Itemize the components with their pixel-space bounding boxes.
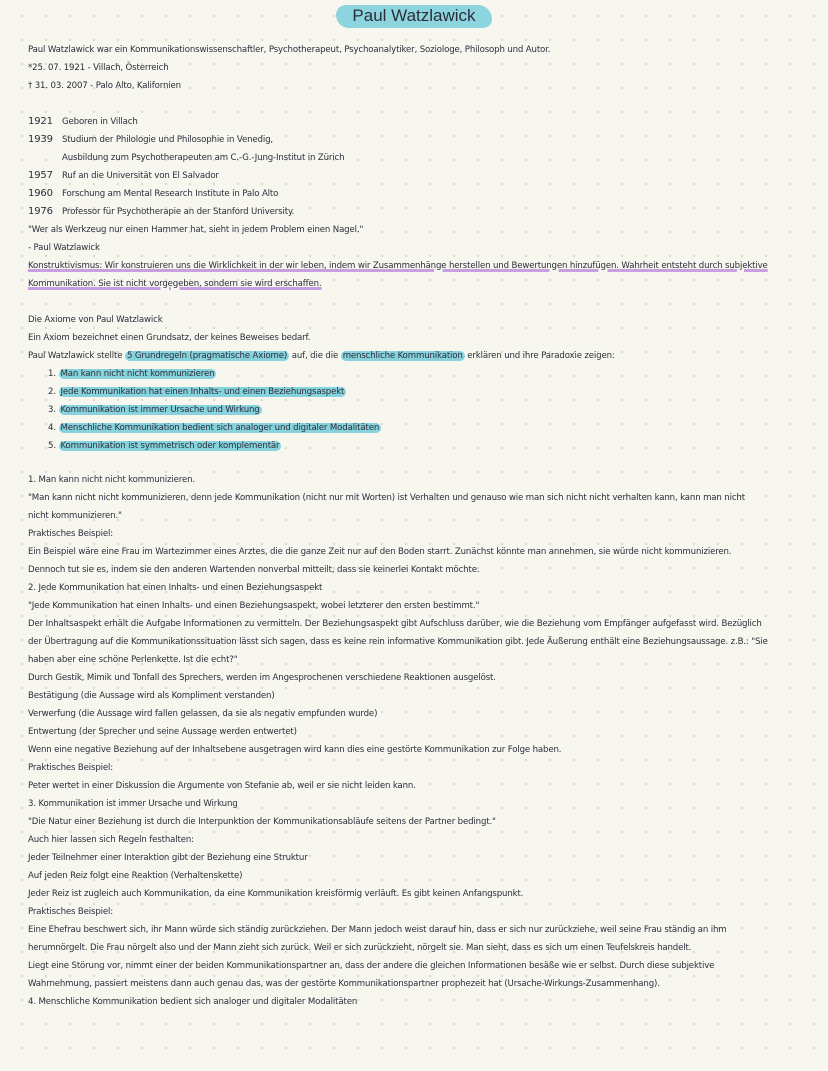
- quote: "Wer als Werkzeug nur einen Hammer hat, sieht in jedem Problem einen Nagel.": [28, 225, 364, 235]
- body-line: Peter wertet in einer Diskussion die Argumente von Stefanie ab, weil er sie nicht leiden kann.: [28, 781, 416, 791]
- intro-line: † 31. 03. 2007 - Palo Alto, Kalifornien: [28, 81, 181, 91]
- axiom-text: Kommunikation ist symmetrisch oder komplementär: [60, 441, 280, 451]
- timeline-text: Ausbildung zum Psychotherapeuten am C.-G.-Jung-Institut in Zürich: [62, 153, 345, 163]
- timeline-text: Forschung am Mental Research Institute in Palo Alto: [62, 189, 279, 199]
- axiom-number: 4.: [48, 423, 56, 433]
- konstruktivismus-paragraph: [28, 257, 768, 293]
- timeline-row: [28, 116, 138, 128]
- timeline-text: Professor für Psychotherapie an der Stanford University.: [62, 207, 295, 217]
- body-paragraph: Eine Ehefrau beschwert sich, ihr Mann würde sich ständig zurückziehen. Der Mann jedoch weist darauf hin, dass er sich nur zurückziehe, weil seine Frau ständig an ihm herumnörgelt. Die Frau nörgelt also und der Mann zieht sich zurück. Weil er sich zurückzieht, nörgelt sie. Man sieht, dass es sich um einen Teufelskreis handelt.: [28, 925, 727, 953]
- axiom-intro-highlight: menschliche Kommunikation: [342, 351, 463, 361]
- section-heading: 3. Kommunikation ist immer Ursache und Wirkung: [28, 799, 238, 809]
- axiom-item: [48, 404, 262, 416]
- timeline-text: Geboren in Villach: [62, 117, 138, 127]
- konstruktivismus-text: Konstruktivismus: Wir konstruieren uns die Wirklichkeit in der wir leben, indem wir Zusammenhänge herstellen und Bewertungen hinzufügen. Wahrheit entsteht durch subjektive Kommunikation. Sie ist nicht vorgegeben, sondern sie wird erschaffen.: [28, 261, 768, 289]
- body-line: "Jede Kommunikation hat einen Inhalts- und einen Beziehungsaspekt, wobei letzterer den ersten bestimmt.": [28, 601, 480, 611]
- body-paragraph: Liegt eine Störung vor, nimmt einer der beiden Kommunikationspartner an, dass der andere die gleichen Informationen besäße wie er selbst. Durch diese subjektive Wahrnehmung, passiert meistens dann auch genau das, was der gestörte Kommunikationspartner prophezeit hat (Ursache-Wirkungs-Zusammenhang).: [28, 961, 715, 989]
- timeline-year: 1976: [28, 206, 53, 217]
- intro-line: Paul Watzlawick war ein Kommunikationswissenschaftler, Psychotherapeut, Psychoanalytiker, Soziologe, Philosoph und Autor.: [28, 45, 551, 55]
- title-area: [0, 4, 828, 28]
- axiom-number: 1.: [48, 369, 56, 379]
- body-line: Wenn eine negative Beziehung auf der Inhaltsebene ausgetragen wird kann dies eine gestörte Kommunikation zur Folge haben.: [28, 745, 562, 755]
- intro-line: *25. 07. 1921 - Villach, Österreich: [28, 63, 169, 73]
- example-label: Praktisches Beispiel:: [28, 907, 114, 917]
- axiom-number: 3.: [48, 405, 56, 415]
- quote-author: - Paul Watzlawick: [28, 243, 100, 253]
- body-line: Auch hier lassen sich Regeln festhalten:: [28, 835, 194, 845]
- timeline-row: [28, 134, 273, 146]
- axiom-item: [48, 422, 381, 434]
- axiom-text: Menschliche Kommunikation bedient sich analoger und digitaler Modalitäten: [60, 423, 380, 433]
- axiome-heading: Die Axiome von Paul Watzlawick: [28, 315, 163, 325]
- body-line: "Die Natur einer Beziehung ist durch die Interpunktion der Kommunikationsabläufe seitens der Partner bedingt.": [28, 817, 496, 827]
- axiom-intro-highlight: 5 Grundregeln (pragmatische Axiome): [126, 351, 288, 361]
- example-label: Praktisches Beispiel:: [28, 763, 114, 773]
- timeline-text: Studium der Philologie und Philosophie in Venedig,: [62, 135, 273, 145]
- body-line: Bestätigung (die Aussage wird als Kompliment verstanden): [28, 691, 275, 701]
- axiom-text: Kommunikation ist immer Ursache und Wirkung: [60, 405, 260, 415]
- axiom-item: [48, 368, 216, 380]
- body-line: Auf jeden Reiz folgt eine Reaktion (Verhaltenskette): [28, 871, 243, 881]
- axiom-text: Man kann nicht nicht kommunizieren: [60, 369, 215, 379]
- axiom-definition: Ein Axiom bezeichnet einen Grundsatz, der keines Beweises bedarf.: [28, 333, 311, 343]
- body-line: Jeder Teilnehmer einer Interaktion gibt der Beziehung eine Struktur: [28, 853, 308, 863]
- axiom-intro-e: erklären und ihre Paradoxie zeigen:: [464, 351, 615, 361]
- body-paragraph: "Man kann nicht nicht kommunizieren, denn jede Kommunikation (nicht nur mit Worten) ist Verhalten und genauso wie man sich nicht nicht verhalten kann, kann man nicht nicht kommunizieren.": [28, 493, 745, 521]
- timeline-year: 1960: [28, 188, 53, 199]
- axiom-item: [48, 440, 281, 452]
- timeline-year: 1957: [28, 170, 53, 181]
- timeline-year: 1921: [28, 116, 53, 127]
- axiom-intro: [28, 350, 615, 362]
- axiom-number: 2.: [48, 387, 56, 397]
- body-paragraph: Der Inhaltsaspekt erhält die Aufgabe Informationen zu vermitteln. Der Beziehungsaspekt gibt Aufschluss darüber, wie die Beziehung vom Empfänger aufgefasst wird. Bezüglich der Übertragung auf die Kommunikationssituation lässt sich sagen, dass es keine rein informative Kommunikation gibt. Jede Äußerung enthält eine Beziehungsaussage. z.B.: "Sie haben aber eine schöne Perlenkette. Ist die echt?": [28, 619, 768, 665]
- timeline-year: 1939: [28, 134, 53, 145]
- axiom-item: [48, 386, 346, 398]
- section-heading: 2. Jede Kommunikation hat einen Inhalts- und einen Beziehungsaspekt: [28, 583, 323, 593]
- timeline-row: [28, 170, 219, 182]
- timeline-row: [28, 152, 344, 164]
- body-line: Entwertung (der Sprecher und seine Aussage werden entwertet): [28, 727, 297, 737]
- timeline-row: [28, 188, 278, 200]
- axiom-intro-a: Paul Watzlawick stellte: [28, 351, 125, 361]
- example-label: Praktisches Beispiel:: [28, 529, 114, 539]
- body-line: Jeder Reiz ist zugleich auch Kommunikation, da eine Kommunikation kreisförmig verläuft. Es gibt keinen Anfangspunkt.: [28, 889, 524, 899]
- body-paragraph: Ein Beispiel wäre eine Frau im Wartezimmer eines Arztes, die die ganze Zeit nur auf den Boden starrt. Zunächst könnte man annehmen, sie würde nicht kommunizieren. Dennoch tut sie es, indem sie den anderen Wartenden nonverbal mitteilt, dass sie keinerlei Kontakt möchte.: [28, 547, 732, 575]
- page-title: Paul Watzlawick: [344, 4, 483, 28]
- body-line: Verwerfung (die Aussage wird fallen gelassen, da sie als negativ empfunden wurde): [28, 709, 378, 719]
- axiom-intro-c: auf, die die: [289, 351, 341, 361]
- section-heading: 1. Man kann nicht nicht kommunizieren.: [28, 475, 195, 485]
- body-line: Durch Gestik, Mimik und Tonfall des Sprechers, werden im Angesprochenen verschiedene Reaktionen ausgelöst.: [28, 673, 496, 683]
- timeline-row: [28, 206, 294, 218]
- timeline-text: Ruf an die Universität von El Salvador: [62, 171, 219, 181]
- axiom-text: Jede Kommunikation hat einen Inhalts- und einen Beziehungsaspekt: [60, 387, 345, 397]
- section-heading: 4. Menschliche Kommunikation bedient sich analoger und digitaler Modalitäten: [28, 997, 358, 1007]
- axiom-number: 5.: [48, 441, 56, 451]
